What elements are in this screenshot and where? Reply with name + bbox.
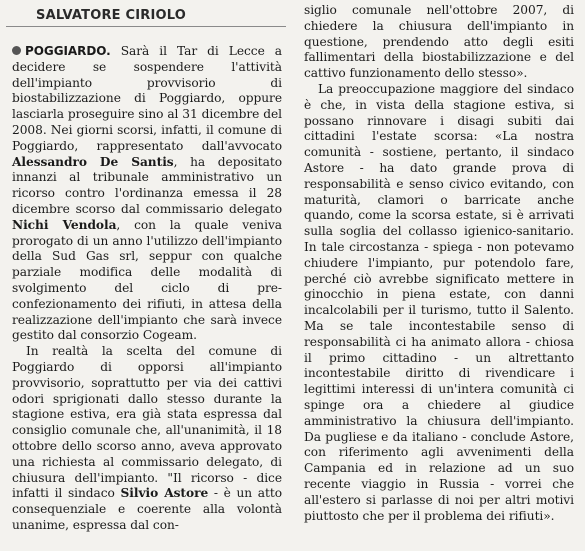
dateline: POGGIARDO.: [25, 44, 111, 58]
author-byline: SALVATORE CIRIOLO: [36, 8, 187, 23]
paragraph-1-text-a: Sarà il Tar di Lecce a decidere se sospendere l'attività dell'impianto provvisorio di biostabilizzazione di Poggiardo, oppure lasciarla proseguire sino al 31 dicembre del 2008. Nei giorni scorsi, infatti, il comune di Poggiardo, rappresentato dall'avvocato: [12, 44, 282, 153]
article-column-right: [304, 3, 574, 524]
paragraph-2-text-a: In realtà la scelta del comune di Poggiardo di opporsi all'impianto provvisorio, soprattutto per via dei cattivi odori sprigionati dallo stesso durante la stagione estiva, era già stata espressa dal consiglio comunale che, all'unanimità, il 18 ottobre dello scorso anno, aveva approvato una richiesta al commissario delegato, di chiusura dell'impianto. "Il ricorso - dice infatti il sindaco: [12, 344, 282, 501]
byline-rule: [6, 26, 286, 27]
paragraph-4: La preoccupazione maggiore del sindaco è che, in vista della stagione estiva, si possano rinnovare i disagi subiti dai cittadini l'estate scorsa: «La nostra comunità - sostiene, pertanto, il sindaco Astore - ha dato grande prova di responsabilità e senso civico evitando, con maturità, clamori o barricate anche quando, come la scorsa estate, si è arrivati sulla soglia del collasso igienico-sanitario. In tale circostanza - spiega - non potevamo chiudere l'impianto, pur potendolo fare, perché ciò avrebbe significato mettere in ginocchio in piena estate, con danni incalcolabili per il turismo, tutto il Salento. Ma se tale incontestabile senso di responsabilità ci ha animato allora - chiosa il primo cittadino - un altrettanto incontestabile diritto di rivendicare i legittimi interessi di un'intera comunità ci spinge ora a chiedere al giudice amministrativo la chiusura dell'impianto. Da pugliese e da italiano - conclude Astore, con riferimento agli avvenimenti della Campania ed in relazione ad un suo recente viaggio in Russia - vorrei che all'estero si parlasse di noi per altri motivi piuttosto che per il problema dei rifiuti».: [304, 81, 574, 523]
bullet-icon: [12, 46, 21, 55]
paragraph-2-text-b: - è un atto consequenziale e coerente alla volontà unanime, espressa dal con-: [12, 486, 282, 532]
lawyer-name: Alessandro De Santis: [12, 154, 174, 169]
paragraph-1: [12, 44, 282, 344]
paragraph-2: [12, 344, 282, 534]
mayor-name: Silvio Astore: [120, 486, 209, 501]
paragraph-1-text-b: , ha depositato innanzi al tribunale amministrativo un ricorso contro l'ordinanza emessa il 28 dicembre scorso dal commissario delegato: [12, 154, 282, 216]
paragraph-1-text-c: , con la quale veniva prorogato di un anno l'utilizzo dell'impianto della Sud Gas srl, seppur con qualche parziale modifica delle modalità di svolgimento del ciclo di pre-confezionamento dei rifiuti, in attesa della realizzazione dell'impianto che sarà invece gestito dal consorzio Cogeam.: [12, 217, 282, 343]
article-column-left: [12, 44, 282, 534]
commissioner-name: Nichi Vendola: [12, 217, 117, 232]
paragraph-3: siglio comunale nell'ottobre 2007, di chiedere la chiusura dell'impianto in questione, prendendo atto degli esiti fallimentari della biostabilizzazione e del cattivo funzionamento dello stesso».: [304, 3, 574, 81]
